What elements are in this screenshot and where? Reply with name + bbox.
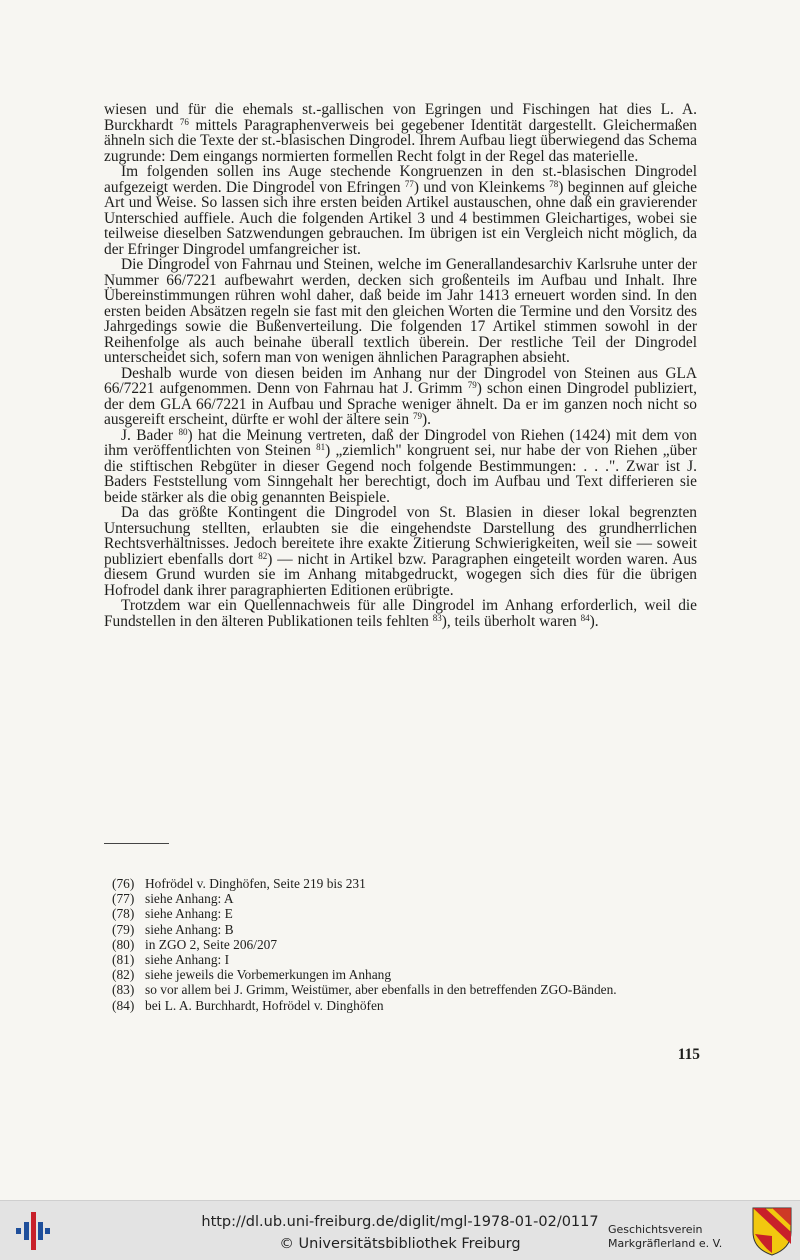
footnote-ref-79b[interactable]: 79 xyxy=(412,411,422,421)
footnote-ref-76[interactable]: 76 xyxy=(179,116,189,127)
footnote-separator xyxy=(104,843,169,844)
permalink-url[interactable]: http://dl.ub.uni-freiburg.de/diglit/mgl-1978-01-02/0117 xyxy=(201,1214,599,1230)
ub-freiburg-logo-icon[interactable] xyxy=(14,1210,52,1252)
paragraph-3: Die Dingrodel von Fahrnau und Steinen, welche im Generallandesarchiv Karlsruhe unter der Nummer 66/7221 aufbewahrt werden, decken sich großenteils im Aufbau und Inhalt. Ihre Übereinstimmungen rühren wohl daher, daß beide im Jahr 1413 erneuert worden sind. In den ersten beiden Absätzen regeln sie fast mit den gleichen Worten die Termine und den Vorsitz des Jahrgedings sowie die Bußenverteilung. Die folgenden 17 Artikel stimmen sowohl in der Reihenfolge als auch beinahe überall textlich überein. Der restliche Teil der Dingrodel unterscheidet sich, sofern man von wenigen ähnlichen Paragraphen absieht. xyxy=(104,256,697,366)
footnote-ref-79[interactable]: 79 xyxy=(467,380,477,390)
footnote-78: (78) siehe Anhang: E xyxy=(112,906,233,922)
footnote-77: (77) siehe Anhang: A xyxy=(112,891,234,907)
footnote-ref-83[interactable]: 83 xyxy=(432,612,442,623)
footer-bar xyxy=(0,1200,800,1260)
footnotes xyxy=(112,876,698,1013)
body-text xyxy=(104,102,697,629)
footnote-ref-80[interactable]: 80 xyxy=(178,426,188,437)
footnote-76: (76) Hofrödel v. Dinghöfen, Seite 219 bis 231 xyxy=(112,876,366,891)
coat-of-arms-icon[interactable] xyxy=(751,1206,793,1256)
footnote-ref-84[interactable]: 84 xyxy=(580,612,590,623)
footnote-80: (80) in ZGO 2, Seite 206/207 xyxy=(112,936,278,952)
partner-name: Geschichtsverein Markgräflerland e. V. xyxy=(608,1223,723,1250)
footnote-79: (79) siehe Anhang: B xyxy=(112,921,234,937)
copyright-text: © Universitätsbibliothek Freiburg xyxy=(279,1236,521,1252)
footnote-ref-82[interactable]: 82 xyxy=(258,550,268,561)
paragraph-2: Im folgenden sollen ins Auge stechende Kongruenzen in den st.-blasischen Dingrodel aufgezeigt werden. Die Dingrodel von Efringen $^{77}$) und von Kleinkems $^{78}$) beginnen auf gleiche Art und Weise. So lassen sich ihre ersten beiden Artikel austauschen, ohne daß ein gravierender Unterschied auffiele. Auch die folgenden Artikel 3 und 4 bestimmen Gleichartiges, wobei sie teilweise dieselben Satzwendungen gebrauchen. Im übrigen ist ein Vergleich nicht möglich, da der Efringer Dingrodel umfangreicher ist. xyxy=(104,163,697,258)
paragraph-5: J. Bader $^{80}$) hat die Meinung vertreten, daß der Dingrodel von Riehen (1424) mit dem von ihm veröffentlichten von Steinen $^{81}$) „ziemlich" kongruent sei, nur habe der von Riehen „über die stiftischen Rebgüter in dieser Gegend noch folgende Bestimmungen: . . .". Zwar ist J. Baders Feststellung vom Sinngehalt her berechtigt, doch im Aufbau und Text differieren sie beide stärker als die obig genannten Beispiele. xyxy=(104,426,698,506)
paragraph-4: Deshalb wurde von diesen beiden im Anhang nur der Dingrodel von Steinen aus GLA 66/7221 aufgenommen. Denn von Fahrnau hat J. Grimm $^{79}$) schon einen Dingrodel publiziert, der dem GLA 66/7221 in Aufbau und Sprache weniger ähnelt. Da er im ganzen noch nicht so ausgereift erscheint, dürfte er wohl der ältere sein $^{79}$). xyxy=(104,364,697,428)
page-number: 115 xyxy=(677,1046,700,1063)
footnote-84: (84) bei L. A. Burchhardt, Hofrödel v. Dinghöfen xyxy=(112,997,384,1013)
paragraph-1: wiesen und für die ehemals st.-gallischen von Egringen und Fischingen hat dies L. A. Burckhardt $^{76}$ mittels Paragraphenverweis bei gegebener Identität dargestellt. Gleichermaßen ähneln sich die Texte der st.-blasischen Dingrodel. Ihrem Aufbau liegt überwiegend das Schema zugrunde: Dem eingangs normierten formellen Recht folgt in der Regel das materielle. xyxy=(104,101,697,165)
footnote-ref-78[interactable]: 78 xyxy=(549,178,559,189)
footnote-81: (81) siehe Anhang: I xyxy=(112,952,230,968)
footnote-ref-81[interactable]: 81 xyxy=(316,442,326,452)
footnote-ref-77[interactable]: 77 xyxy=(404,178,414,189)
footnote-82: (82) siehe jeweils die Vorbemerkungen im Anhang xyxy=(112,967,392,983)
footnote-83: (83) so vor allem bei J. Grimm, Weistümer, aber ebenfalls in den betreffenden ZGO-Bänden. xyxy=(112,982,617,998)
paragraph-6: Da das größte Kontingent die Dingrodel von St. Blasien in dieser lokal begrenzten Untersuchung stellten, erlaubten sie die eingehendste Darstellung des grundherrlichen Rechtsverhältnisses. Jedoch bereitete ihre exakte Zitierung Schwierigkeiten, weil sie — soweit publiziert ebenfalls dort $^{82}$) — nicht in Artikel bzw. Paragraphen eingeteilt worden waren. Aus diesem Grund wurden sie im Anhang mitabgedruckt, wogegen sich dies für die übrigen Hofrodel dank ihrer paragraphierten Editionen erübrigte. xyxy=(104,504,697,599)
paragraph-7: Trotzdem war ein Quellennachweis für alle Dingrodel im Anhang erforderlich, weil die Fundstellen in den älteren Publikationen teils fehlten $^{83}$), teils überholt waren $^{84}$). xyxy=(104,597,697,630)
